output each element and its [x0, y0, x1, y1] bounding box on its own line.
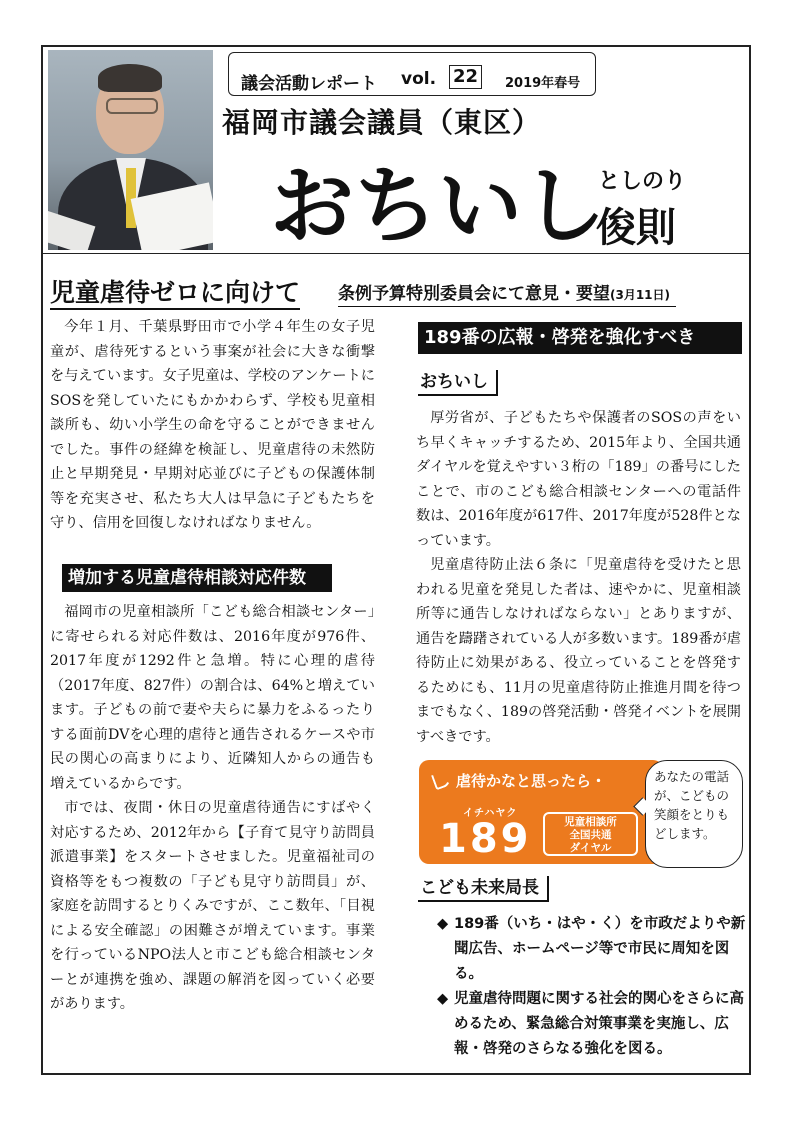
councillor-photo	[48, 50, 213, 250]
hotline-kana: イチハヤク	[463, 808, 518, 819]
councillor-title: 福岡市議会議員（東区）	[222, 106, 542, 139]
name-kanji: 俊則	[596, 205, 676, 251]
vol-number: 22	[449, 65, 482, 89]
section1-paragraph-2: 市では、夜間・休日の児童虐待通告にすばやく対応するため、2012年から【子育て見守り訪問員派遣事業】をスタートさせました。児童福祉司の資格等をもつ複数の「子ども見守り訪問員」が、家庭を訪問するとりくみですが、ここ数年、「目視による安全確認」の困難さが増えています。事業を行っているNPO法人と市こども総合相談センターとが連携を強め、課題の解消を図っていく必要があります。	[50, 800, 375, 1012]
section2-body	[416, 406, 741, 749]
name-kana: おちいし	[270, 157, 607, 255]
badge-line-3: ダイヤル	[569, 842, 612, 854]
intro-paragraph	[50, 315, 375, 536]
report-title: 議会活動レポート	[241, 74, 377, 94]
speaker-label-ochiishi: おちいし	[418, 370, 498, 396]
section1-heading: 増加する児童虐待相談対応件数	[62, 564, 332, 592]
hotline-banner	[419, 760, 663, 864]
badge-line-1: 児童相談所	[564, 816, 617, 828]
hotline-lead-text: 虐待かなと思ったら・	[456, 772, 607, 790]
speech-bubble: あなたの電話が、こどもの笑顔をとりもどします。	[645, 760, 743, 868]
article-subhead	[338, 283, 676, 307]
name-furigana: としのり	[598, 169, 687, 194]
phone-icon	[431, 769, 453, 791]
section2-paragraph-1: 厚労省が、子どもたちや保護者のSOSの声をいち早くキャッチするため、2015年より、全国共通ダイヤルを覚えやすい３桁の「189」の番号にしたことで、市のこども総合相談センターへの電話件数は、2016年度が617件、2017年度が528件となっています。	[416, 410, 741, 549]
section2-paragraph-2: 児童虐待防止法６条に「児童虐待を受けたと思われる児童を発見した者は、速やかに、児童相談所等に通告しなければならない」とありますが、通告を躊躇されている人が多数います。189番が虐待防止に効果がある、役立っていることを啓発するためにも、11月の児童虐待防止推進月間を待つまでもなく、189の啓発活動・啓発イベントを展開すべきです。	[416, 557, 741, 745]
demand-list	[437, 912, 747, 1062]
section1-body	[50, 600, 375, 1017]
badge-line-2: 全国共通	[569, 829, 612, 841]
demand-item-2: ◆ 児童虐待問題に関する社会的関心をさらに高めるため、緊急総合対策事業を実施し、広報・啓発のさらなる強化を図る。	[437, 987, 747, 1062]
subhead-date: (3月11日)	[610, 288, 671, 302]
vol-label: vol.	[401, 69, 437, 89]
section2-heading: 189番の広報・啓発を強化すべき	[418, 322, 742, 354]
article-headline: 児童虐待ゼロに向けて	[50, 278, 300, 310]
issue-season: 2019年春号	[505, 76, 581, 91]
hotline-lead	[433, 770, 606, 791]
hotline-number: 189	[439, 816, 532, 862]
hotline-badge	[543, 812, 638, 856]
speaker-label-director: こども未来局長	[418, 876, 549, 902]
section1-paragraph-1: 福岡市の児童相談所「こども総合相談センター」に寄せられる対応件数は、2016年度が976件、2017年度が1292件と急増。特に心理的虐待（2017年度、827件）の割合は、64%と増えています。子どもの前で妻や夫らに暴力をふるったりする面前DVを心理的虐待と通告されるケースや市民の関心の高まりにより、近隣知人からの通告も増えているからです。	[50, 604, 375, 792]
subhead-text: 条例予算特別委員会にて意見・要望	[338, 284, 610, 304]
intro-text: 今年１月、千葉県野田市で小学４年生の女子児童が、虐待死するという事案が社会に大きな衝撃を与えています。女子児童は、学校のアンケートにSOSを発していたにもかかわらず、学校も児童相談所も、幼い小学生の命を守ることができませんでした。事件の経緯を検証し、児童虐待の未然防止と早期発見・早期対応並びに子どもの保護体制等を充実させ、私たち大人は早急に子どもたちを守り、信用を回復しなければなりません。	[50, 319, 375, 531]
demand-item-1: ◆ 189番（いち・はや・く）を市政だよりや新聞広告、ホームページ等で市民に周知を図る。	[437, 912, 747, 987]
issue-box	[228, 52, 596, 96]
